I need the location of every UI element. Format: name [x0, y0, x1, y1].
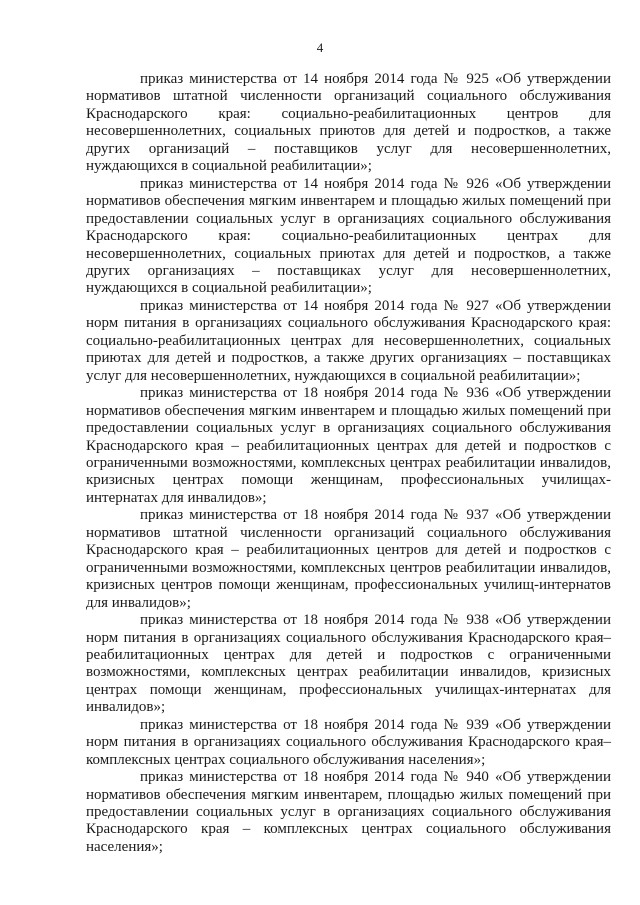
page-number: 4 — [316, 40, 324, 55]
document-body — [86, 71, 611, 856]
order-paragraph-927: приказ министерства от 14 ноября 2014 года № 927 «Об утверждении норм питания в организациях социального обслуживания Краснодарского края: социально-реабилитационных центрах для несовершеннолетних, социальных приютах для детей и подростков, а также других организациях – поставщиках услуг для несовершеннолетних, нуждающихся в социальной реабилитации»; — [86, 297, 611, 384]
order-paragraph-938: приказ министерства от 18 ноября 2014 года № 938 «Об утверждении норм питания в организациях социального обслуживания Краснодарского края–реабилитационных центрах для детей и подростков с ограниченными возможностями, комплексных центрах реабилитации инвалидов, кризисных центрах помощи женщинам, профессиональных училищах-интернатах для инвалидов»; — [86, 612, 611, 716]
order-paragraph-937: приказ министерства от 18 ноября 2014 года № 937 «Об утверждении нормативов штатной численности организаций социального обслуживания Краснодарского края – реабилитационных центров для детей и подростков с ограниченными возможностями, комплексных центров реабилитации инвалидов, кризисных центров помощи женщинам, профессиональных училищ-интернатов для инвалидов»; — [86, 507, 611, 611]
order-paragraph-939: приказ министерства от 18 ноября 2014 года № 939 «Об утверждении норм питания в организациях социального обслуживания Краснодарского края–комплексных центрах социального обслуживания населения»; — [86, 716, 611, 768]
order-paragraph-936: приказ министерства от 18 ноября 2014 года № 936 «Об утверждении нормативов обеспечения мягким инвентарем и площадью жилых помещений при предоставлении социальных услуг в организациях социального обслуживания Краснодарского края – реабилитационных центрах для детей и подростков с ограниченными возможностями, комплексных центрах реабилитации инвалидов, кризисных центрах помощи женщинам, профессиональных училищах-интернатах для инвалидов»; — [86, 385, 611, 506]
order-paragraph-940: приказ министерства от 18 ноября 2014 года № 940 «Об утверждении нормативов обеспечения мягким инвентарем, площадью жилых помещений при предоставлении социальных услуг в организациях социального обслуживания Краснодарского края – комплексных центрах социального обслуживания населения»; — [86, 769, 611, 855]
order-paragraph-926: приказ министерства от 14 ноября 2014 года № 926 «Об утверждении нормативов обеспечения мягким инвентарем и площадью жилых помещений при предоставлении социальных услуг в организациях социального обслуживания Краснодарского края: социально-реабилитационных центрах для несовершеннолетних, социальных приютах для детей и подростков, а также других организациях – поставщиках услуг для несовершеннолетних, нуждающихся в социальной реабилитации»; — [86, 175, 611, 297]
order-paragraph-925: приказ министерства от 14 ноября 2014 года № 925 «Об утверждении нормативов штатной численности организаций социального обслуживания Краснодарского края: социально-реабилитационных центров для несовершеннолетних, социальных приютов для детей и подростков, а также других организаций – поставщиков услуг для несовершеннолетних, нуждающихся в социальной реабилитации»; — [86, 71, 611, 175]
